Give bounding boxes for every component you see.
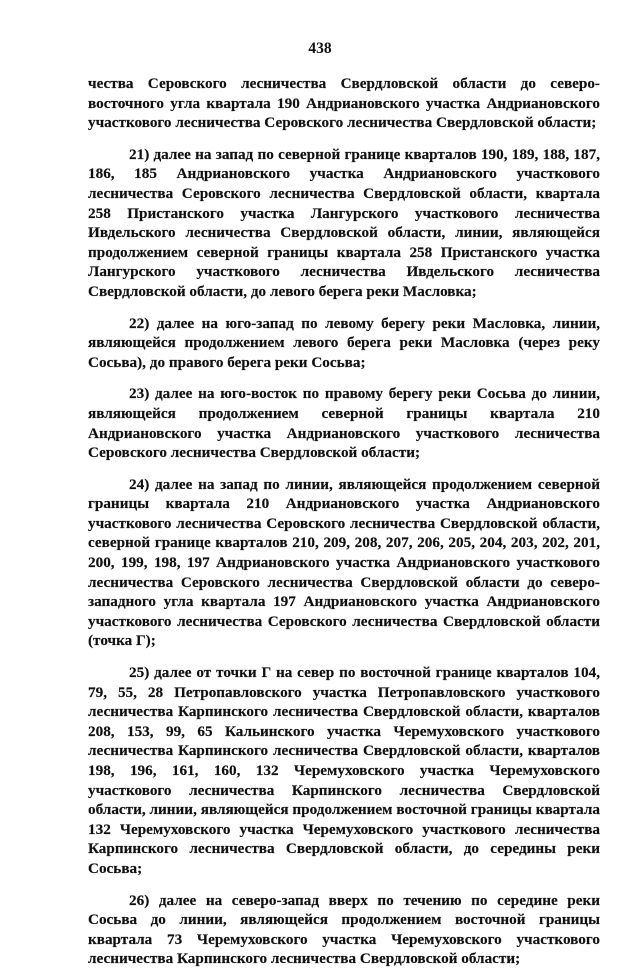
paragraph-item-24: 24) далее на запад по линии, являющейся продолжением северной границы квартала 210 Андриановского участка Андриановского участкового лесничества Серовского лесничества Свердловской области, северной границе кварталов 210, 209, 208, 207, 206, 205, 204, 203, 202, 201, 200, 199, 198, 197 Андриановского участка Андриановского участкового лесничества Серовского лесничества Свердловской области до северо-западного угла квартала 197 Андриановского участка Андриановского участкового лесничества Серовского лесничества Свердловской области (точка Г); — [88, 475, 600, 650]
paragraph-item-26: 26) далее на северо-запад вверх по течению по середине реки Сосьва до линии, являющейся продолжением восточной границы квартала 73 Черемуховского участка Черемуховского участкового лесничества Карпинского лесничества Свердловской области; — [88, 891, 600, 968]
paragraph-continuation: чества Серовского лесничества Свердловской области до северо-восточного угла квартала 190 Андриановского участка Андриановского участкового лесничества Серовского лесничества Свердловской области; — [88, 75, 600, 132]
paragraph-item-25: 25) далее от точки Г на север по восточной границе кварталов 104, 79, 55, 28 Петропавловского участка Петропавловского участкового лесничества Карпинского лесничества Свердловской области, кварталов 208, 153, 99, 65 Кальинского участка Черемуховского участкового лесничества Карпинского лесничества Свердловской области, кварталов 198, 196, 161, 160, 132 Черемуховского участка Черемуховского участкового лесничества Карпинского лесничества Свердловской области, линии, являющейся продолжением восточной границы квартала 132 Черемуховского участка Черемуховского участкового лесничества Карпинского лесничества Свердловской области, до середины реки Сосьва; — [88, 664, 600, 877]
paragraph-item-23: 23) далее на юго-восток по правому берегу реки Сосьва до линии, являющейся продолжением северной границы квартала 210 Андриановского участка Андриановского участкового лесничества Серовского лесничества Свердловской области; — [88, 385, 600, 462]
paragraph-item-21: 21) далее на запад по северной границе кварталов 190, 189, 188, 187, 186, 185 Андриановского участка Андриановского участкового лесничества Серовского лесничества Свердловской области, квартала 258 Пристанского участка Лангурского участкового лесничества Ивдельского лесничества Свердловской области, линии, являющейся продолжением северной границы квартала 258 Пристанского участка Лангурского участкового лесничества Ивдельского лесничества Свердловской области, до левого берега реки Масловка; — [88, 145, 600, 300]
paragraph-item-22: 22) далее на юго-запад по левому берегу реки Масловка, линии, являющейся продолжением левого берега реки Масловка (через реку Сосьва), до правого берега реки Сосьва; — [88, 314, 600, 371]
document-body — [88, 74, 600, 969]
page-number: 438 — [308, 40, 332, 57]
